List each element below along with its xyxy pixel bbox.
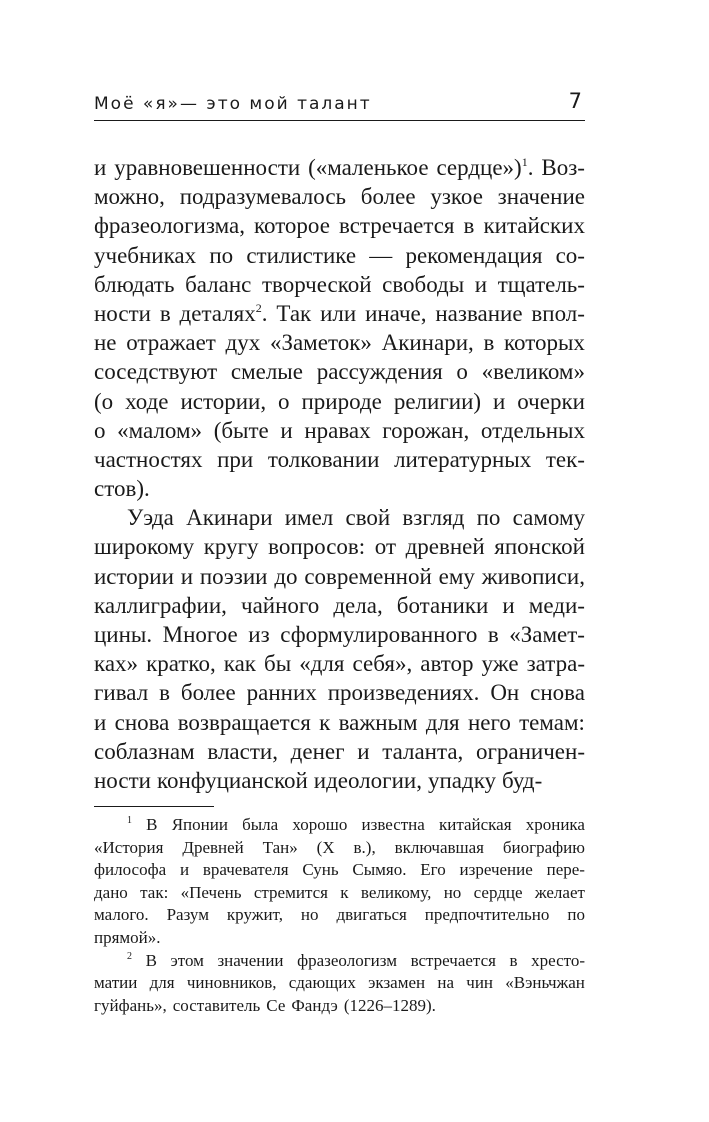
text-word: истории bbox=[94, 563, 174, 589]
text-line bbox=[94, 562, 585, 591]
footnote-word: (X bbox=[316, 837, 335, 857]
text-word: современной bbox=[304, 563, 432, 589]
text-word: ности bbox=[94, 767, 151, 793]
footnote-line bbox=[94, 814, 585, 837]
footnote-word: дано bbox=[94, 882, 128, 902]
text-word: «малом» bbox=[117, 417, 203, 443]
text-line bbox=[94, 737, 585, 766]
footnote-word: изречение bbox=[459, 860, 533, 880]
footnote-word: встречается bbox=[410, 950, 496, 970]
text-word: сформулированного bbox=[280, 622, 478, 647]
footnote-word: этом bbox=[170, 950, 204, 970]
text-word: свободы bbox=[382, 271, 465, 297]
text-word: самому bbox=[512, 505, 585, 531]
text-line bbox=[94, 328, 585, 357]
header-rule bbox=[94, 120, 585, 121]
footnote-line bbox=[94, 859, 585, 882]
text-word: свой bbox=[345, 505, 391, 531]
text-word: подразумевалось bbox=[179, 184, 347, 210]
footnote-word: Разум bbox=[166, 905, 209, 925]
text-word: поэзии bbox=[199, 563, 268, 589]
footnote-word: экзамен bbox=[368, 973, 426, 993]
text-word: живописи, bbox=[481, 563, 585, 589]
text-line bbox=[94, 708, 585, 737]
text-word: ходе bbox=[125, 388, 169, 414]
text-word: идеологии, bbox=[313, 767, 422, 793]
text-word: (быте bbox=[213, 417, 269, 443]
text-word: — bbox=[369, 242, 393, 268]
text-word: темам: bbox=[519, 709, 585, 735]
text-word: можно, bbox=[94, 184, 165, 210]
text-word: каллиграфии, bbox=[94, 592, 227, 618]
footnote-word: хорошо bbox=[292, 815, 348, 834]
text-line bbox=[94, 678, 585, 707]
footnote-word: сердце bbox=[473, 882, 523, 902]
text-word: которых bbox=[504, 330, 585, 356]
footnote-word: «История bbox=[94, 837, 164, 857]
text-line bbox=[94, 649, 585, 678]
footnote-word: составитель bbox=[172, 995, 261, 1015]
text-word: о bbox=[456, 359, 468, 385]
running-head: Моё «я»— это мой талант bbox=[94, 94, 372, 114]
text-line bbox=[94, 357, 585, 386]
text-word: цины. bbox=[94, 622, 153, 647]
text-word: и bbox=[94, 709, 107, 735]
text-word: кратко, bbox=[146, 651, 216, 677]
text-word: литературных bbox=[394, 446, 532, 472]
footnote-line bbox=[94, 995, 585, 1018]
text-word: дела, bbox=[333, 592, 383, 618]
text-word: смелые bbox=[230, 359, 303, 385]
text-word: возвращается bbox=[177, 709, 311, 735]
text-word: не bbox=[94, 330, 117, 356]
footnote-word: Сунь bbox=[302, 860, 339, 880]
text-word: и bbox=[180, 563, 194, 589]
footnote-word: Японии bbox=[171, 815, 228, 834]
text-word: бы bbox=[264, 651, 292, 677]
text-word: баланс bbox=[185, 271, 252, 297]
text-word: о bbox=[94, 417, 106, 443]
text-word: до bbox=[274, 563, 298, 589]
footnote-word: «Вэньчжан bbox=[505, 973, 585, 993]
text-word: и bbox=[474, 271, 488, 297]
text-word: по bbox=[476, 505, 501, 531]
text-word: и bbox=[502, 592, 515, 618]
text-word: значение bbox=[497, 184, 585, 210]
text-word: или bbox=[320, 300, 357, 326]
text-word: очерки bbox=[517, 388, 585, 414]
text-word: тщатель- bbox=[497, 271, 585, 297]
text-word: японской bbox=[494, 534, 585, 560]
text-word: «Заметок» bbox=[269, 330, 372, 356]
text-word: деталях$^2$. bbox=[179, 300, 268, 326]
text-word: буд- bbox=[502, 767, 543, 793]
text-word: широкому bbox=[94, 534, 195, 560]
text-word: встречается bbox=[338, 213, 455, 239]
text-word: религии) bbox=[393, 388, 482, 414]
footnote-word: 2 bbox=[127, 950, 132, 962]
footnote-word: философа bbox=[94, 860, 167, 880]
text-word: от bbox=[374, 534, 396, 560]
text-word: таланта, bbox=[382, 738, 464, 764]
footnote-word: пере- bbox=[546, 860, 585, 880]
text-word: важным bbox=[338, 709, 418, 735]
footnote-word: фразеологизм bbox=[297, 950, 397, 970]
text-word: истории, bbox=[180, 388, 267, 414]
text-word: китайских bbox=[483, 213, 585, 239]
footnote-word: значении bbox=[217, 950, 284, 970]
footnote-word: кружит, bbox=[226, 905, 283, 925]
text-line bbox=[94, 241, 585, 270]
text-word: ности bbox=[94, 300, 151, 326]
text-word: произведениях. bbox=[327, 680, 480, 706]
text-word: и bbox=[357, 738, 370, 764]
text-word: «великом» bbox=[481, 359, 585, 385]
text-word: упадку bbox=[427, 767, 497, 793]
text-word: «для bbox=[299, 651, 345, 677]
text-word: («маленькое bbox=[308, 155, 429, 180]
text-word: нравах bbox=[304, 417, 371, 443]
footnote-word: была bbox=[242, 815, 279, 834]
footnote-word: биографию bbox=[502, 837, 585, 857]
text-word: чайного bbox=[241, 592, 320, 618]
page-header bbox=[94, 90, 584, 118]
footnote-rule bbox=[94, 806, 214, 807]
footnote-line bbox=[94, 950, 585, 973]
text-line bbox=[94, 503, 585, 532]
text-word: иначе, bbox=[365, 300, 427, 326]
text-word: дух bbox=[225, 330, 261, 356]
text-line bbox=[94, 474, 585, 503]
footnote-word: «Печень bbox=[180, 882, 242, 902]
footnote-word: прямой». bbox=[94, 927, 161, 947]
text-word: в bbox=[159, 680, 170, 706]
footnote-word: 1 bbox=[127, 815, 132, 826]
text-line bbox=[94, 299, 585, 328]
text-word: Акинари bbox=[186, 505, 273, 531]
text-word: в bbox=[483, 330, 495, 356]
footnote-word: на bbox=[437, 973, 455, 993]
text-word: блюдать bbox=[94, 271, 175, 297]
text-word: Он bbox=[490, 680, 520, 706]
text-word: как bbox=[223, 651, 256, 677]
text-word: снова bbox=[114, 709, 170, 735]
text-word: горожан, bbox=[382, 417, 470, 443]
text-word: по bbox=[209, 242, 234, 268]
footnote-line bbox=[94, 927, 585, 950]
text-word: к bbox=[319, 709, 331, 735]
text-word: в bbox=[487, 622, 499, 647]
text-word: соседствуют bbox=[94, 359, 218, 385]
text-word: рекомендация bbox=[405, 242, 543, 268]
text-line bbox=[94, 270, 585, 299]
footnote-word: В bbox=[145, 950, 157, 970]
text-word: рассуждения bbox=[316, 359, 443, 385]
text-word: автор bbox=[420, 651, 474, 677]
text-word: в bbox=[463, 213, 475, 239]
footnote-word: Тан» bbox=[262, 837, 298, 857]
footnote-word: но bbox=[300, 905, 319, 925]
text-word: узкое bbox=[430, 184, 483, 210]
footnote-word: по bbox=[567, 905, 585, 925]
text-word: власти, bbox=[207, 738, 278, 764]
text-word: древней bbox=[405, 534, 485, 560]
text-word: уравновешенности bbox=[114, 155, 301, 180]
footnote-word: в bbox=[509, 950, 518, 970]
text-word: денег bbox=[290, 738, 345, 764]
footnote-line bbox=[94, 972, 585, 995]
text-line bbox=[94, 766, 585, 795]
text-word: учебниках bbox=[94, 242, 197, 268]
text-word: взгляд bbox=[402, 505, 465, 531]
text-word: «Замет- bbox=[509, 622, 585, 647]
text-word: конфуцианской bbox=[156, 767, 308, 793]
text-word: уже bbox=[481, 651, 519, 677]
text-word: из bbox=[248, 622, 270, 647]
footnote-word: чин bbox=[466, 973, 494, 993]
text-word: ему bbox=[438, 563, 475, 589]
footnote-line bbox=[94, 882, 585, 905]
footnote-word: и bbox=[179, 860, 190, 880]
footnote-word: Сымяо. bbox=[352, 860, 407, 880]
text-word: со- bbox=[555, 242, 585, 268]
text-word: гивал bbox=[94, 680, 149, 706]
text-word: себя», bbox=[352, 651, 413, 677]
footnote-word: так: bbox=[140, 882, 169, 902]
text-word: меди- bbox=[528, 592, 585, 618]
text-word: отражает bbox=[126, 330, 216, 356]
footnote-word: врачевателя bbox=[202, 860, 289, 880]
footnote-word: стремится bbox=[253, 882, 328, 902]
text-word: тек- bbox=[545, 446, 585, 472]
text-word: Уэда bbox=[127, 505, 174, 531]
footnote-word: хресто- bbox=[531, 950, 585, 970]
text-word: вопросов: bbox=[268, 534, 366, 560]
footnote-word: Его bbox=[420, 860, 446, 880]
text-word: более bbox=[360, 184, 416, 210]
text-word: отдельных bbox=[480, 417, 585, 443]
text-word: о bbox=[278, 388, 290, 414]
text-line bbox=[94, 532, 585, 561]
text-word: творческой bbox=[261, 271, 372, 297]
text-word: и bbox=[493, 388, 506, 414]
page-number: 7 bbox=[568, 89, 582, 113]
text-word: затра- bbox=[526, 651, 585, 677]
text-word: название bbox=[435, 300, 523, 326]
footnote-word: в.), bbox=[353, 837, 376, 857]
footnote-word: Древней bbox=[182, 837, 244, 857]
text-word: снова bbox=[530, 680, 585, 706]
footnote-word: известна bbox=[361, 815, 425, 834]
text-word: частностях bbox=[94, 446, 203, 472]
footnotes bbox=[94, 814, 585, 1017]
footnote-word: чиновников, bbox=[186, 973, 277, 993]
text-word: более bbox=[180, 680, 236, 706]
footnote-word: но bbox=[443, 882, 462, 902]
text-line bbox=[94, 591, 585, 620]
text-line bbox=[94, 182, 585, 211]
footnote-word: для bbox=[149, 973, 175, 993]
text-word: Акинари, bbox=[381, 330, 474, 356]
footnote-word: сдающих bbox=[288, 973, 356, 993]
text-line bbox=[94, 620, 585, 649]
footnote-word: В bbox=[146, 815, 158, 834]
text-word: (о bbox=[94, 388, 114, 414]
text-word: сердце»)$^1$. bbox=[436, 155, 534, 180]
text-word: ограничен- bbox=[475, 738, 585, 764]
text-word: и bbox=[94, 155, 107, 180]
text-word: соблазнам bbox=[94, 738, 195, 764]
footnote-word: включавшая bbox=[394, 837, 484, 857]
text-word: Воз- bbox=[541, 155, 585, 180]
text-word: него bbox=[467, 709, 511, 735]
text-word: кругу bbox=[203, 534, 259, 560]
footnote-word: гуйфань», bbox=[94, 995, 167, 1015]
footnote-word: матии bbox=[94, 973, 138, 993]
text-line bbox=[94, 153, 585, 182]
text-word: и bbox=[280, 417, 293, 443]
text-line bbox=[94, 211, 585, 240]
footnote-word: желает bbox=[534, 882, 585, 902]
footnote-line bbox=[94, 904, 585, 927]
footnote-word: малого. bbox=[94, 905, 149, 925]
footnote-word: Фандэ bbox=[291, 995, 338, 1015]
text-word: природе bbox=[301, 388, 382, 414]
footnote-word: китайская bbox=[439, 815, 512, 834]
text-word: имел bbox=[284, 505, 334, 531]
footnote-word: великому, bbox=[360, 882, 432, 902]
footnote-word: предпочтительно bbox=[424, 905, 550, 925]
text-word: стов). bbox=[94, 476, 150, 502]
footnote-word: к bbox=[340, 882, 349, 902]
text-word: толковании bbox=[267, 446, 380, 472]
text-word: Так bbox=[276, 300, 312, 326]
text-word: ранних bbox=[246, 680, 317, 706]
text-word: которое bbox=[253, 213, 330, 239]
text-word: Многое bbox=[162, 622, 238, 647]
text-word: фразеологизма, bbox=[94, 213, 245, 239]
text-word: стилистике bbox=[246, 242, 357, 268]
text-word: для bbox=[425, 709, 460, 735]
footnote-word: хроника bbox=[525, 815, 585, 834]
footnote-word: Се bbox=[266, 995, 286, 1015]
footnote-line bbox=[94, 837, 585, 860]
text-line bbox=[94, 416, 585, 445]
footnote-word: двигаться bbox=[336, 905, 407, 925]
text-word: впол- bbox=[531, 300, 585, 326]
text-word: в bbox=[159, 300, 171, 326]
footnote-word: (1226–1289). bbox=[343, 995, 436, 1015]
main-text bbox=[94, 153, 585, 795]
text-word: ботаники bbox=[396, 592, 489, 618]
text-word: ках» bbox=[94, 651, 139, 677]
text-word: при bbox=[217, 446, 254, 472]
text-line bbox=[94, 387, 585, 416]
text-line bbox=[94, 445, 585, 474]
